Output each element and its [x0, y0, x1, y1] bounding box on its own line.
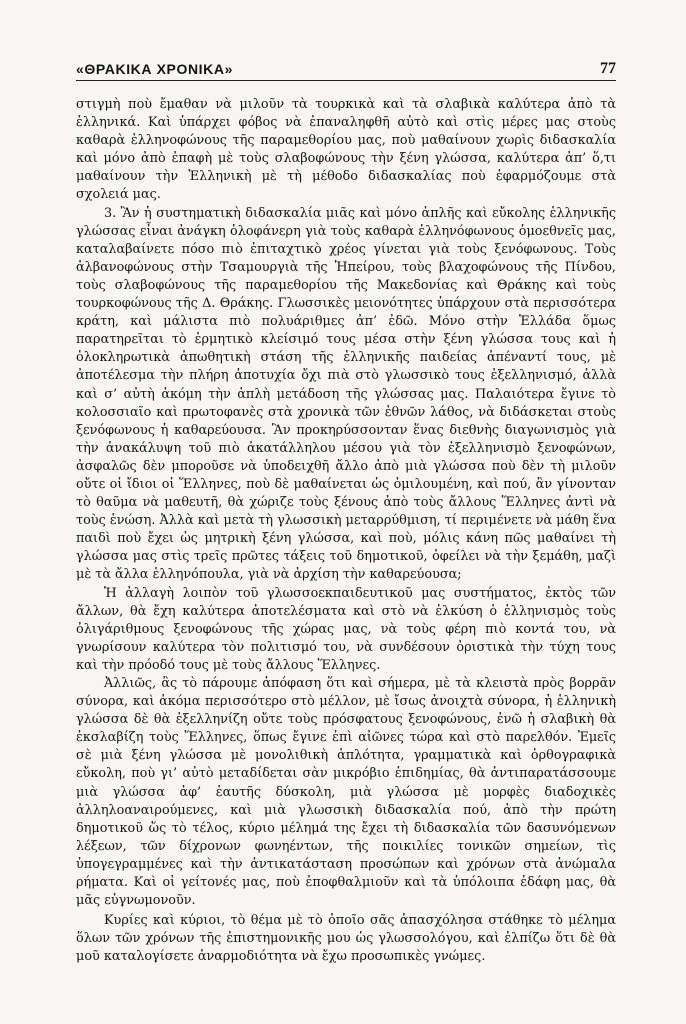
running-header: [76, 54, 616, 81]
paragraph-closing: Κυρίες καὶ κύριοι, τὸ θέμα μὲ τὸ ὁποῖο σᾶς ἀπασχόλησα στάθηκε τὸ μέλημα ὅλων τῶν χρόνων τῆς ἐπιστημονικῆς μου ὡς γλωσσολόγου, καὶ ἐλπίζω ὅτι δὲ θὰ μοῦ καταλογίσετε ἀναρμοδιότητα νὰ ἔχω προσωπικὲς γνώμες.: [76, 913, 616, 965]
paragraph-system-change: Ἡ ἀλλαγὴ λοιπὸν τοῦ γλωσσοεκπαιδευτικοῦ μας συστήματος, ἐκτὸς τῶν ἄλλων, θὰ ἔχη καλύτερα ἀποτελέσματα καὶ στὸ νὰ ἑλκύση ὁ ἑλληνισμὸς τοὺς ὀλιγάριθμους ξενοφώνους τῆς χώρας μας, νὰ τοὺς φέρη πιὸ κοντά του, νὰ γνωρίσουν καλύτερα τὸν πολιτισμό του, νὰ συνδέσουν ὁριστικὰ τὴν τύχη τους καὶ τὴν πρόοδό τους μὲ τοὺς ἄλλους Ἕλληνες.: [76, 585, 616, 673]
journal-title: «ΘΡΑΚΙΚΑ ΧΡΟΝΙΚΑ»: [76, 61, 233, 77]
paragraph-continuation: στιγμὴ ποὺ ἔμαθαν νὰ μιλοῦν τὰ τουρκικὰ καὶ τὰ σλαβικὰ καλύτερα ἀπὸ τὰ ἑλληνικά. Καὶ ὑπάρχει φόβος νὰ ἐπαναληφθῆ αὐτὸ καὶ στὶς μέρες μας στοὺς καθαρὰ ἑλληνοφώνους τῆς παραμεθορίου μας, ποὺ μαθαίνουν χωρὶς διδασκαλία καὶ μόνο ἀπὸ ἐπαφὴ μὲ τοὺς σλαβοφώνους τὴν ξένη γλώσσα, καλύτερα ἀπ’ ὅ,τι μαθαίνουν τὴν Ἑλληνικὴ μὲ τὴ μέθοδο διδασκαλίας ποὺ ἐφαρμόζουμε στὰ σχολειά μας.: [76, 97, 616, 203]
paragraph-otherwise: Ἀλλιῶς, ἂς τὸ πάρουμε ἀπόφαση ὅτι καὶ σήμερα, μὲ τὰ κλειστὰ πρὸς βορρᾶν σύνορα, καὶ ἀκόμα περισσότερο στὸ μέλλον, μὲ ἴσως ἀνοιχτὰ σύνορα, ἡ ἑλληνικὴ γλώσσα δὲ θὰ ἐξελληνίζη οὔτε τοὺς πρόσφατους ξενοφώνους, ἐνῶ ἡ σλαβικὴ θὰ ἐκσλαβίζη τοὺς Ἕλληνες, ὅπως ἔγινε ἐπὶ αἰῶνες τώρα καὶ στὸ παρελθόν. Ἐμεῖς σὲ μιὰ ξένη γλώσσα μὲ μονολιθικὴ ἁπλότητα, γραμματικὰ καὶ ὀρθογραφικὰ εὔκολη, ποὺ γι’ αὐτὸ μεταδίδεται σὰν μικρόβιο ἐπιδημίας, θὰ ἀντιπαρατάσσουμε μιὰ γλώσσα ἀφ’ ἑαυτῆς δύσκολη, μιὰ γλώσσα μὲ μορφὲς διαδοχικὲς ἀλληλοαναιρούμενες, καὶ μιὰ γλωσσικὴ διδασκαλία πού, ἀπὸ τὴν πρώτη δημοτικοῦ ὥς τὸ τέλος, κύριο μέλημά της ἔχει τὴ διδασκαλία τῶν δασυνόμενων λέξεων, τῶν δίχρονων φωνηέντων, τῆς ποικιλίες τονικῶν σημείων, τὶς ὑπογεγραμμένες καὶ τὴν ἀντικατάσταση προσώπων καὶ χρόνων στὰ ἀνώμαλα ρήματα. Καὶ οἱ γείτονές μας, ποὺ ἐποφθαλμιοῦν καὶ τὰ ὑπόλοιπα ἐδάφη μας, θὰ μᾶς εὐγνωμονοῦν.: [76, 676, 616, 909]
page-number: 77: [600, 60, 616, 77]
paragraph-section-3: 3. Ἂν ἡ συστηματικὴ διδασκαλία μιᾶς καὶ μόνο ἁπλῆς καὶ εὔκολης ἑλληνικῆς γλώσσας εἶναι ἀνάγκη ὁλοφάνερη γιὰ τοὺς καθαρὰ ἑλληνόφωνους ὁμοεθνεῖς μας, καταλαβαίνετε πόσο πιὸ ἐπιταχτικὸ χρέος γίνεται γιὰ τοὺς ξενόφωνους. Τοὺς ἀλβανοφώνους στὴν Τσαμουργιὰ τῆς Ἠπείρου, τοὺς βλαχοφώνους τῆς Πίνδου, τοὺς σλαβοφώνους τῆς παραμεθορίου τῆς Μακεδονίας καὶ Θράκης καὶ τοὺς τουρκοφώνους τῆς Δ. Θράκης. Γλωσσικὲς μειονότητες ὑπάρχουν στὰ περισσότερα κράτη, καὶ μάλιστα πιὸ πολυάριθμες ἀπ’ ἐδῶ. Μόνο στὴν Ἑλλάδα ὅμως παρατηρεῖται τὸ ἑρμητικὸ κλείσιμό τους μέσα στὴν ξένη γλώσσα τους καὶ ἡ ὁλοκληρωτικὰ ἀπωθητικὴ στάση τῆς ἑλληνικῆς παιδείας ἀπέναντί τους, μὲ ἀποτέλεσμα τὴν πλήρη ἀποτυχία ὄχι πιὰ στὸ γλωσσικὸ τους ἐξελληνισμό, ἀλλὰ καὶ σ’ αὐτὴ ἀκόμη τὴν ἁπλὴ μετάδοση τῆς γλώσσας μας. Παλαιότερα ἔγινε τὸ κολοσσιαῖο καὶ πρωτοφανὲς στὰ χρονικὰ τῶν ἐθνῶν λάθος, νὰ διδάσκεται στοὺς ξενόφωνους ἡ καθαρεύουσα. Ἂν προκηρύσσονταν ἕνας διεθνὴς διαγωνισμὸς γιὰ τὴν ἀνακάλυψη τοῦ πιὸ ἀκατάλληλου μέσου γιὰ τὸν ἐξελληνισμὸ ξενοφώνων, ἀσφαλῶς δὲν μποροῦσε νὰ ὑποδειχθῆ ἄλλο ἀπὸ μιὰ γλώσσα ποὺ δὲν τὴ μιλοῦν οὔτε οἱ ἴδιοι οἱ Ἕλληνες, ποὺ δὲ μαθαίνεται ὡς ὁμιλουμένη, καὶ πού, ἂν γίνονταν τὸ θαῦμα νὰ μαθευτῆ, θὰ χώριζε τοὺς ξένους ἀπὸ τοὺς ἄλλους Ἕλληνες ἀντὶ νὰ τοὺς ἑνώση. Ἀλλὰ καὶ μετὰ τὴ γλωσσικὴ μεταρρύθμιση, τί περιμένετε νὰ μάθη ἕνα παιδὶ ποὺ ἔχει ὡς μητρικὴ ξένη γλώσσα, καὶ ποὺ, μόλις κάνη πῶς μαθαίνει τὴ γλώσσα μας στὶς τρεῖς πρῶτες τάξεις τοῦ δημοτικοῦ, ὀφείλει νὰ τὴν ξεμάθη, μαζὶ μὲ τὰ ἄλλα ἑλληνόπουλα, γιὰ νὰ ἀρχίση τὴν καθαρεύουσα;: [76, 205, 616, 583]
article-body: [76, 96, 616, 967]
